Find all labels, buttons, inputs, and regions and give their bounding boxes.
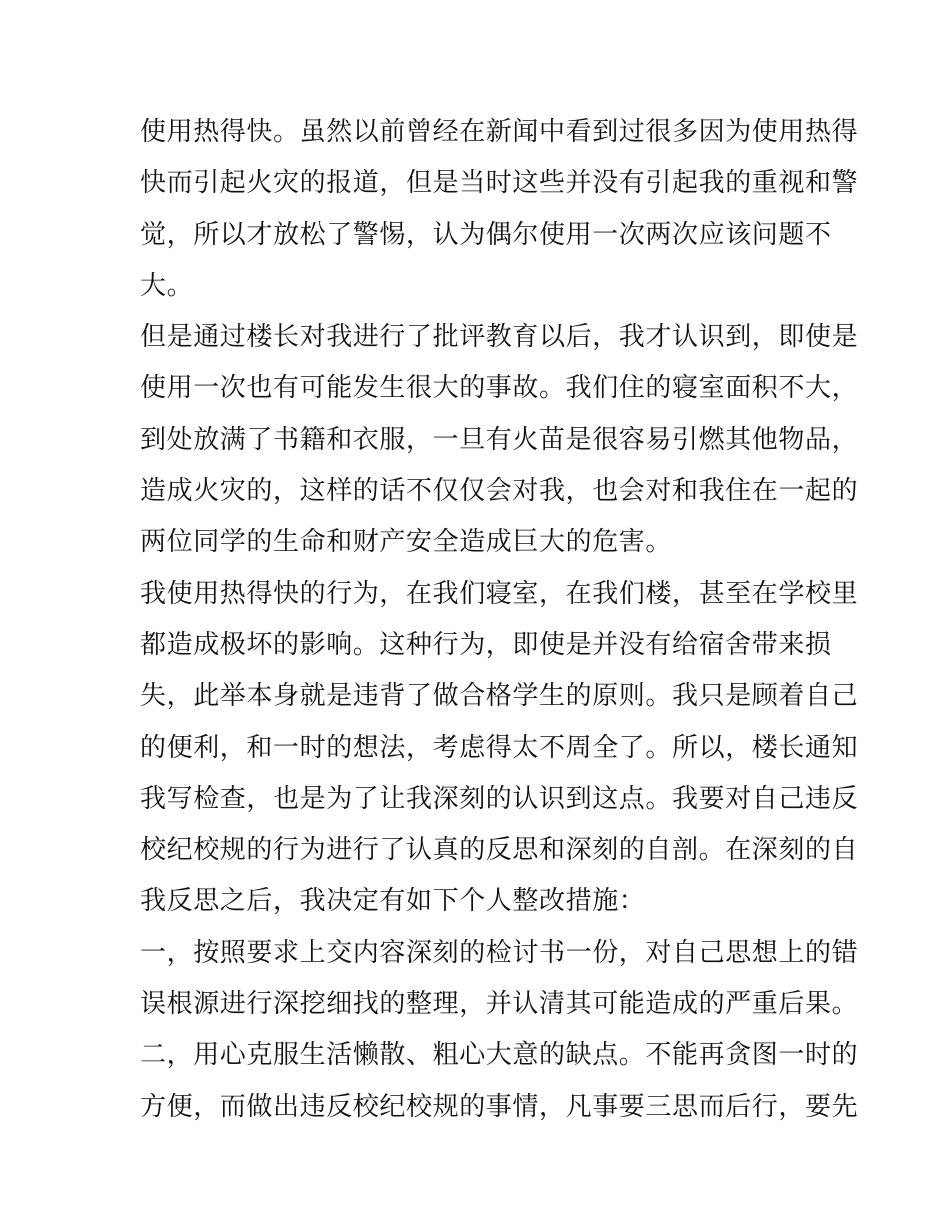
text-line: 的便利，和一时的想法，考虑得太不周全了。所以，楼长通知 [140, 732, 859, 763]
text-line: 大。 [140, 270, 194, 301]
text-line: 我写检查，也是为了让我深刻的认识到这点。我要对自己违反 [140, 783, 859, 814]
text-line: 校纪校规的行为进行了认真的反思和深刻的自剖。在深刻的自 [140, 835, 859, 866]
text-line: 一，按照要求上交内容深刻的检讨书一份，对自己思想上的错 [140, 937, 859, 968]
text-line: 我使用热得快的行为，在我们寝室，在我们楼，甚至在学校里 [140, 578, 859, 609]
text-line: 使用热得快。虽然以前曾经在新闻中看到过很多因为使用热得 [140, 117, 859, 147]
text-line: 失，此举本身就是违背了做合格学生的原则。我只是顾着自己 [140, 681, 859, 712]
text-line: 但是通过楼长对我进行了批评教育以后，我才认识到，即使是 [140, 322, 859, 353]
text-line: 方便，而做出违反校纪校规的事情，凡事要三思而后行，要先 [140, 1091, 859, 1122]
text-line: 觉，所以才放松了警惕，认为偶尔使用一次两次应该问题不 [140, 219, 832, 250]
text-line: 两位同学的生命和财产安全造成巨大的危害。 [140, 527, 673, 558]
text-line: 造成火灾的，这样的话不仅仅会对我，也会对和我住在一起的 [140, 476, 859, 507]
text-line: 误根源进行深挖细找的整理，并认清其可能造成的严重后果。 [140, 989, 859, 1020]
text-line: 到处放满了书籍和衣服，一旦有火苗是很容易引燃其他物品， [140, 424, 859, 455]
document-body [140, 107, 859, 1133]
text-line: 快而引起火灾的报道，但是当时这些并没有引起我的重视和警 [140, 168, 859, 199]
text-line: 使用一次也有可能发生很大的事故。我们住的寝室面积不大， [140, 373, 859, 404]
text-line: 都造成极坏的影响。这种行为，即使是并没有给宿舍带来损 [140, 629, 832, 660]
text-line: 我反思之后，我决定有如下个人整改措施： [140, 886, 646, 917]
text-line: 二，用心克服生活懒散、粗心大意的缺点。不能再贪图一时的 [140, 1040, 859, 1071]
